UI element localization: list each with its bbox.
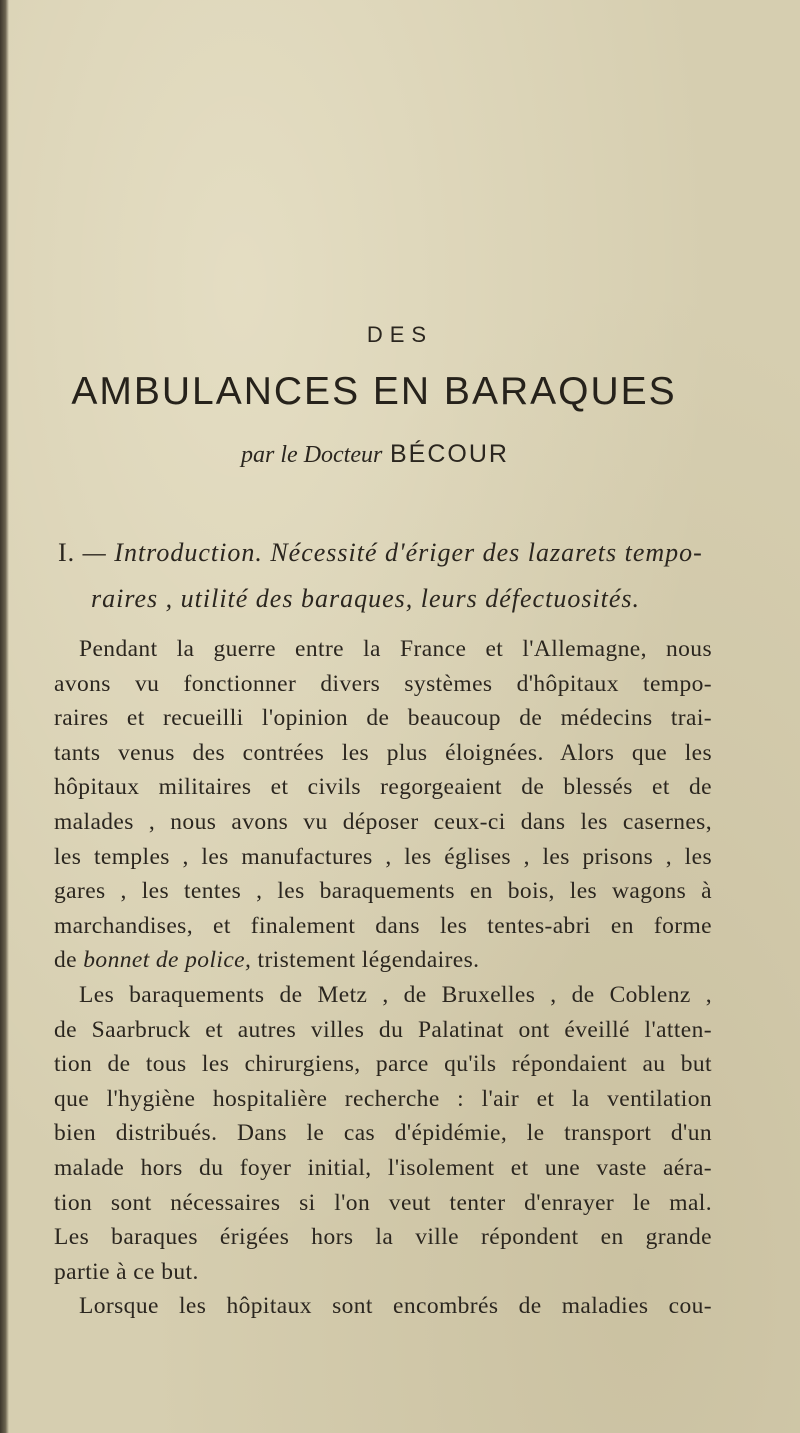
body-line: avons vu fonctionner divers systèmes d'hôpitaux tempo- bbox=[54, 670, 712, 697]
article-title: AMBULANCES EN BARAQUES bbox=[71, 370, 677, 413]
author-name: BÉCOUR bbox=[389, 440, 509, 468]
body-line: les temples , les manufactures , les églises , les prisons , les bbox=[54, 843, 712, 870]
body-text-fragment: tristement légendaires. bbox=[257, 947, 480, 974]
body-line: raires et recueilli l'opinion de beaucoup de médecins trai- bbox=[54, 705, 712, 732]
body-line: de Saarbruck et autres villes du Palatinat ont éveillé l'atten- bbox=[54, 1016, 712, 1043]
body-line: tion sont nécessaires si l'on veut tenter d'enrayer le mal. bbox=[54, 1189, 712, 1216]
section-heading bbox=[58, 530, 708, 622]
body-line: que l'hygiène hospitalière recherche : l'air et la ventilation bbox=[54, 1085, 712, 1112]
body-line: gares , les tentes , les baraquements en bois, les wagons à bbox=[54, 878, 712, 905]
body-line: malade hors du foyer initial, l'isolement et une vaste aéra- bbox=[54, 1154, 712, 1181]
body-line: malades , nous avons vu déposer ceux-ci dans les casernes, bbox=[54, 808, 712, 835]
heading-article: DES bbox=[366, 322, 434, 347]
body-line: hôpitaux militaires et civils regorgeaient de blessés et de bbox=[54, 774, 712, 801]
body-line-with-emphasis bbox=[54, 943, 712, 978]
body-line: Les baraques érigées hors la ville répondent en grande bbox=[54, 1224, 712, 1251]
section-number: I. bbox=[58, 538, 76, 567]
section-title-line-1: Introduction. Nécessité d'ériger des lazarets tempo- bbox=[114, 538, 703, 567]
author-byline bbox=[0, 440, 750, 469]
body-line: Les baraquements de Metz , de Bruxelles , de Coblenz , bbox=[79, 981, 712, 1008]
body-line: Lorsque les hôpitaux sont encombrés de maladies cou- bbox=[79, 1293, 712, 1320]
byline-prefix: par le Docteur bbox=[241, 442, 383, 468]
body-text-fragment: de bbox=[54, 947, 77, 974]
section-title-line-2: raires , utilité des baraques, leurs défectuosités. bbox=[91, 584, 641, 613]
body-line: marchandises, et finalement dans les tentes-abri en forme bbox=[54, 912, 712, 939]
body-line: Pendant la guerre entre la France et l'Allemagne, nous bbox=[79, 636, 712, 662]
body-line: bien distribués. Dans le cas d'épidémie, le transport d'un bbox=[54, 1120, 712, 1147]
body-line: tants venus des contrées les plus éloignées. Alors que les bbox=[54, 739, 712, 766]
emphasized-phrase: bonnet de police, bbox=[83, 947, 252, 974]
body-text bbox=[54, 632, 712, 1324]
section-dash: — bbox=[82, 538, 107, 567]
body-line: tion de tous les chirurgiens, parce qu'ils répondaient au but bbox=[54, 1051, 712, 1078]
body-line: partie à ce but. bbox=[54, 1258, 199, 1285]
